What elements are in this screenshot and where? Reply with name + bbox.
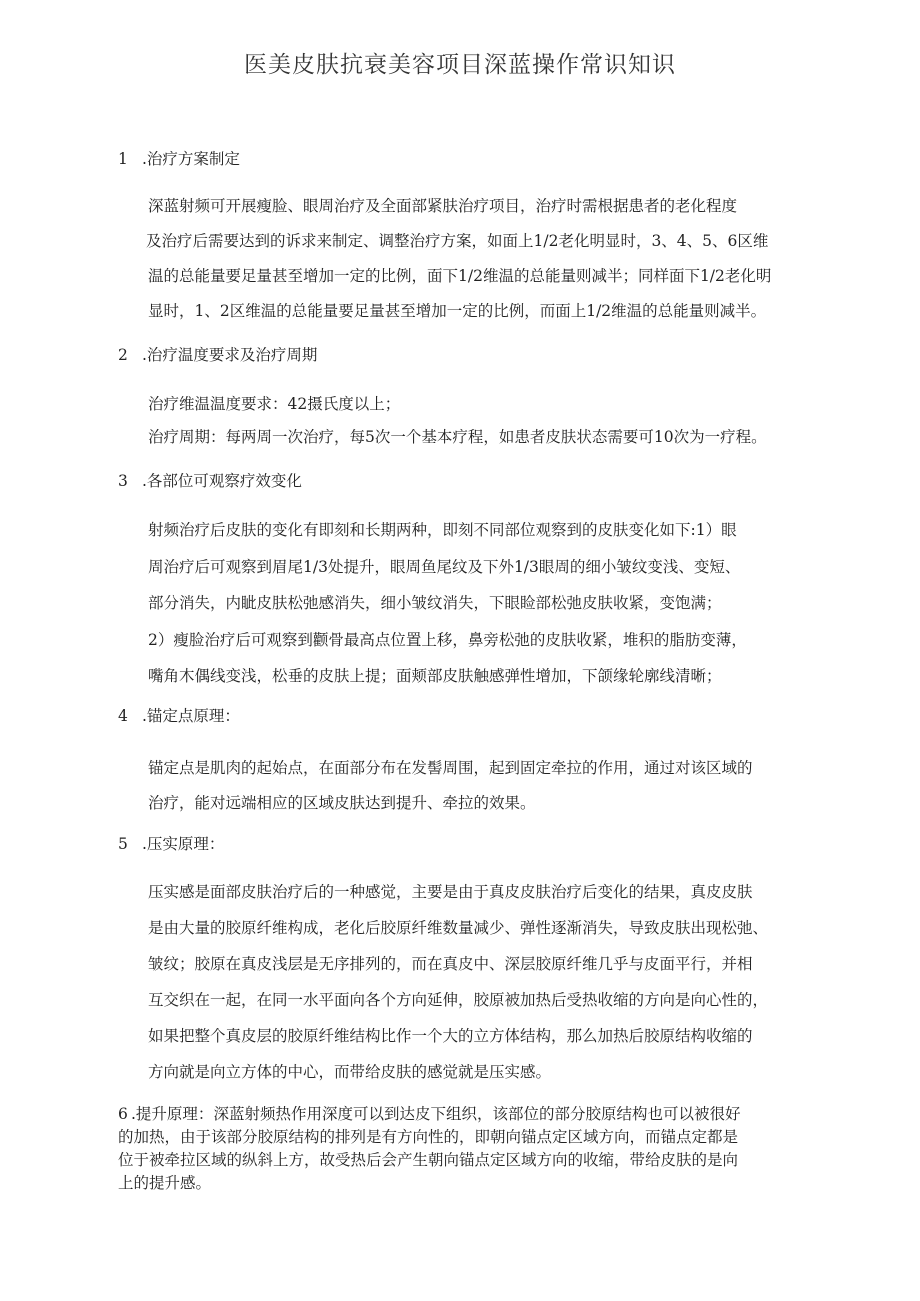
- section-title: .治疗方案制定: [142, 150, 240, 168]
- paragraph-line: 治疗周期：每两周一次治疗，每5次一个基本疗程，如患者皮肤状态需要可10次为一疗程。: [148, 428, 767, 446]
- section-title: .治疗温度要求及治疗周期: [142, 346, 318, 364]
- section-number: 3: [118, 472, 128, 490]
- paragraph-line: 如果把整个真皮层的胶原纤维结构比作一个大的立方体结构，那么加热后胶原结构收缩的: [148, 1027, 753, 1045]
- section-title: .各部位可观察疗效变化: [142, 472, 302, 490]
- paragraph-line: 是由大量的胶原纤维构成，老化后胶原纤维数量减少、弹性逐渐消失，导致皮肤出现松弛、: [148, 919, 769, 937]
- paragraph-line: 治疗维温温度要求：42摄氏度以上；: [148, 395, 401, 413]
- paragraph-line: 锚定点是肌肉的起始点，在面部分布在发髻周围，起到固定牵拉的作用，通过对该区域的: [148, 759, 753, 777]
- section-title: .压实原理：: [142, 835, 225, 853]
- document-title: 医美皮肤抗衰美容项目深蓝操作常识知识: [244, 52, 676, 78]
- paragraph-line: 互交织在一起，在同一水平面向各个方向延伸，胶原被加热后受热收缩的方向是向心性的，: [148, 991, 769, 1009]
- paragraph-line: 嘴角木偶线变浅，松垂的皮肤上提；面颊部皮肤触感弹性增加，下颌缘轮廓线清晰；: [148, 667, 722, 685]
- paragraph-line: 深蓝射频可开展瘦脸、眼周治疗及全面部紧肤治疗项目，治疗时需根据患者的老化程度: [148, 197, 738, 215]
- section-number: 2: [118, 346, 128, 364]
- paragraph-line: 及治疗后需要达到的诉求来制定、调整治疗方案，如面上1/2老化明显时，3、4、5、6区维: [146, 232, 769, 250]
- paragraph-line: 上的提升感。: [118, 1174, 212, 1192]
- paragraph-line: 周治疗后可观察到眉尾1/3处提升，眼周鱼尾纹及下外1/3眼周的细小皱纹变浅、变短、: [148, 557, 741, 576]
- section-title: .提升原理：: [131, 1105, 214, 1123]
- section-number: 4: [118, 707, 128, 725]
- section-3-body: [148, 512, 747, 695]
- paragraph-line: 温的总能量要足量甚至增加一定的比例，面下1/2维温的总能量则减半；同样面下1/2老化明: [148, 267, 772, 285]
- paragraph-line: 显时，1、2区维温的总能量要足量甚至增加一定的比例，而面上1/2维温的总能量则减半。: [148, 302, 767, 320]
- paragraph-line: 压实感是面部皮肤治疗后的一种感觉，主要是由于真皮皮肤治疗后变化的结果，真皮皮肤: [148, 883, 753, 901]
- section-number: 6: [118, 1105, 128, 1123]
- section-5-heading: [118, 832, 224, 854]
- section-2-heading: [118, 343, 317, 365]
- section-title: .锚定点原理：: [142, 707, 240, 725]
- section-6-heading: [118, 1103, 740, 1126]
- section-5-body: [148, 874, 768, 1090]
- paragraph-line: 射频治疗后皮肤的变化有即刻和长期两种，即刻不同部位观察到的皮肤变化如下:1）眼: [148, 521, 737, 539]
- paragraph-line: 深蓝射频热作用深度可以到达皮下组织，该部位的部分胶原结构也可以被很好: [213, 1105, 741, 1123]
- paragraph-line: 的加热，由于该部分胶原结构的排列是有方向性的，即朝向锚点定区域方向，而锚点定都是: [118, 1128, 739, 1146]
- section-4-body: [148, 751, 753, 821]
- paragraph-line: 部分消失，内眦皮肤松弛感消失，细小皱纹消失，下眼睑部松弛皮肤收紧，变饱满；: [148, 594, 722, 612]
- paragraph-line: 治疗，能对远端相应的区域皮肤达到提升、牵拉的效果。: [148, 794, 536, 812]
- section-4-heading: [118, 704, 240, 726]
- section-1-body: [148, 189, 771, 329]
- paragraph-line: 2）瘦脸治疗后可观察到颧骨最高点位置上移，鼻旁松弛的皮肤收紧，堆积的脂肪变薄，: [148, 630, 747, 649]
- section-1-heading: [118, 147, 240, 169]
- section-2-body: [148, 388, 767, 454]
- paragraph-line: 位于被牵拉区域的纵斜上方，故受热后会产生朝向锚点定区域方向的收缩，带给皮肤的是向: [118, 1151, 739, 1169]
- paragraph-line: 皱纹；胶原在真皮浅层是无序排列的，而在真皮中、深层胶原纤维几乎与皮面平行，并相: [148, 955, 753, 973]
- section-number: 1: [118, 150, 128, 168]
- section-6-block: [118, 1103, 740, 1195]
- section-3-heading: [118, 469, 302, 491]
- paragraph-line: 方向就是向立方体的中心，而带给皮肤的感觉就是压实感。: [148, 1063, 552, 1081]
- section-number: 5: [118, 835, 128, 853]
